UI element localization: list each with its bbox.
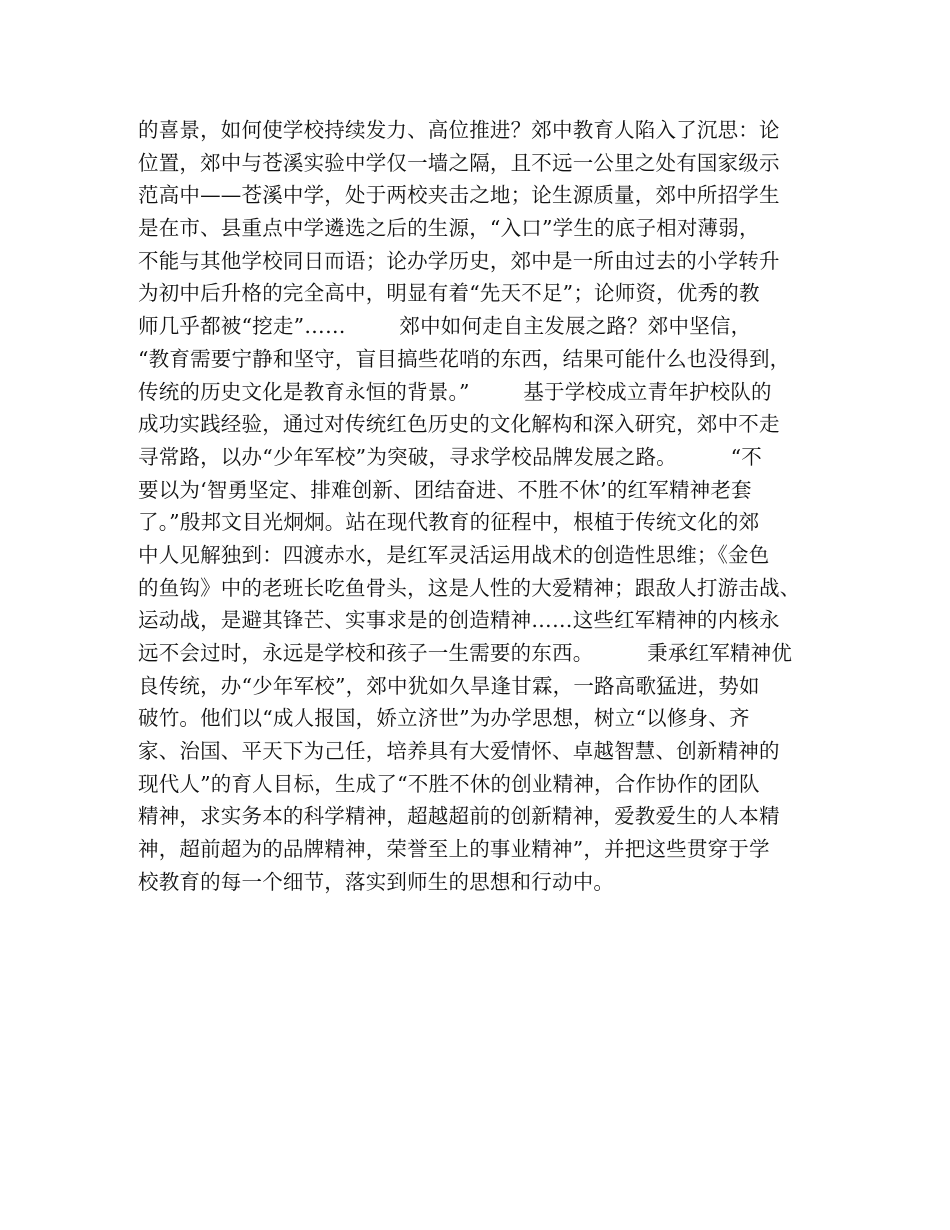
- text-line: 神，超前超为的品牌精神，荣誉至上的事业精神”，并把这些贯穿于学: [138, 837, 770, 862]
- text-line: 是在市、县重点中学遴选之后的生源，“入口”学生的底子相对薄弱，: [138, 216, 760, 241]
- text-line: 传统的历史文化是教育永恒的背景。” 基于学校成立青年护校队的: [138, 379, 772, 404]
- text-line: 精神，求实务本的科学精神，超越超前的创新精神，爱教爱生的人本精: [138, 804, 780, 829]
- text-line: 成功实践经验，通过对传统红色历史的文化解构和深入研究，郊中不走: [138, 412, 780, 437]
- text-line: 家、治国、平天下为己任，培养具有大爱情怀、卓越智慧、创新精神的: [138, 739, 780, 764]
- body-paragraph: [138, 114, 818, 899]
- text-line: 远不会过时，永远是学校和孩子一生需要的东西。 秉承红军精神优: [138, 641, 793, 665]
- text-line: 为初中后升格的完全高中，明显有着“先天不足”；论师资，优秀的教: [138, 281, 760, 306]
- text-line: 要以为‘智勇坚定、排难创新、团结奋进、不胜不休’的红军精神老套: [138, 477, 752, 502]
- text-line: 现代人”的育人目标，生成了“不胜不休的创业精神，合作协作的团队: [138, 771, 760, 796]
- text-line: 校教育的每一个细节，落实到师生的思想和行动中。: [138, 869, 615, 894]
- text-line: 了。”殷邦文目光炯炯。站在现代教育的征程中，根植于传统文化的郊: [138, 510, 760, 535]
- text-line: 范高中——苍溪中学，处于两校夹击之地；论生源质量，郊中所招学生: [138, 183, 780, 208]
- text-line: 寻常路，以办“少年军校”为突破，寻求学校品牌发展之路。 “不: [138, 444, 762, 469]
- text-line: 师几乎都被“挖走”…… 郊中如何走自主发展之路？郊中坚信，: [138, 314, 752, 339]
- text-line: 位置，郊中与苍溪实验中学仅一墙之隔，且不远一公里之处有国家级示: [138, 150, 780, 175]
- text-line: 良传统，办“少年军校”，郊中犹如久旱逢甘霖，一路高歌猛进，势如: [138, 673, 760, 698]
- text-line: 中人见解独到：四渡赤水，是红军灵活运用战术的创造性思维；《金色: [138, 542, 770, 567]
- text-line: “教育需要宁静和坚守，盲目搞些花哨的东西，结果可能什么也没得到，: [138, 346, 791, 371]
- text-line: 不能与其他学校同日而语；论办学历史，郊中是一所由过去的小学转升: [138, 248, 780, 273]
- text-line: 的鱼钩》中的老班长吃鱼骨头，这是人性的大爱精神；跟敌人打游击战、: [138, 575, 801, 600]
- text-line: 破竹。他们以“成人报国，娇立济世”为办学思想，树立“以修身、齐: [138, 706, 750, 731]
- text-line: 运动战，是避其锋芒、实事求是的创造精神……这些红军精神的内核永: [138, 608, 780, 633]
- text-line: 的喜景，如何使学校持续发力、高位推进？郊中教育人陷入了沉思：论: [138, 118, 780, 142]
